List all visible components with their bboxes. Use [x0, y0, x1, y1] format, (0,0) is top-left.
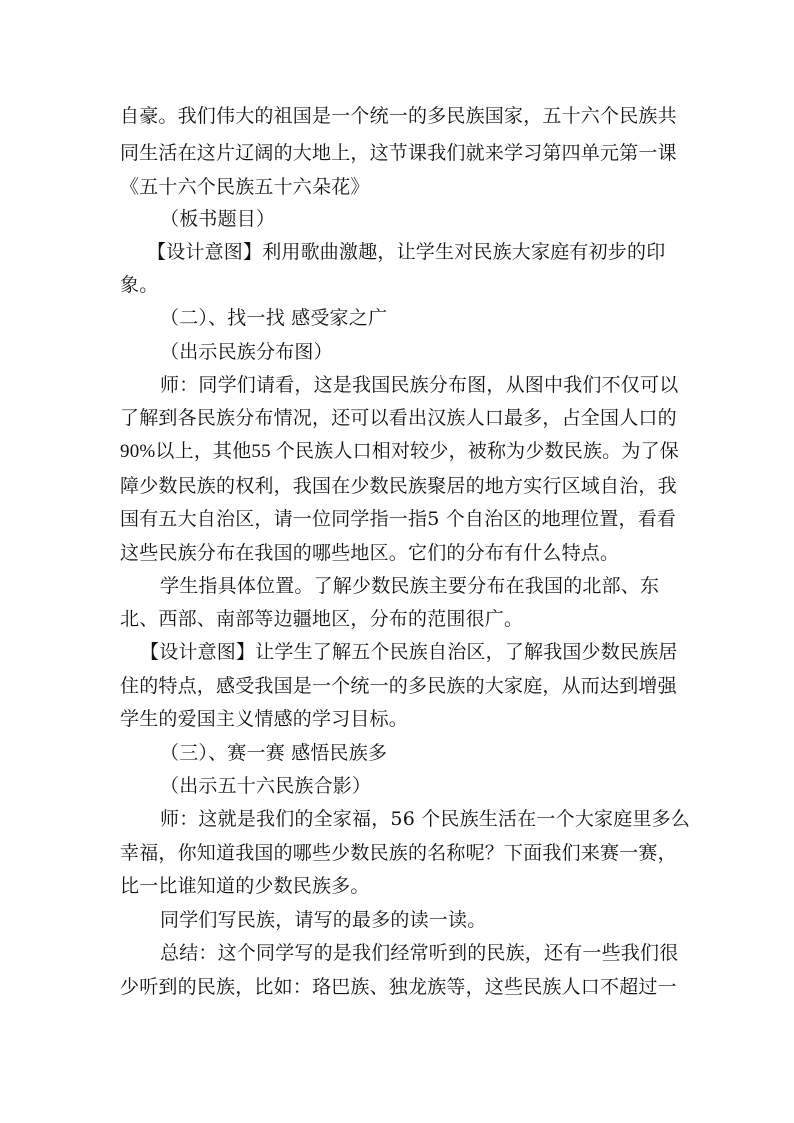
- text-line: 障少数民族的权利，我国在少数民族聚居的地方实行区域自治，我: [120, 475, 677, 497]
- text-line: 师：同学们请看，这是我国民族分布图，从图中我们不仅可以: [160, 374, 679, 396]
- text-line: 同生活在这片辽阔的大地上，这节课我们就来学习第四单元第一课: [120, 142, 677, 164]
- text-line: （出示五十六民族合影）: [160, 775, 372, 797]
- text-line: 《五十六个民族五十六朵花》: [120, 176, 370, 198]
- text-line: 同学们写民族，请写的最多的读一读。: [160, 909, 487, 931]
- text-line: 象。: [120, 274, 159, 296]
- design-intent-line: 【设计意图】利用歌曲激趣，让学生对民族大家庭有初步的印: [147, 241, 666, 263]
- text-line: 师：这就是我们的全家福，56 个民族生活在一个大家庭里多么: [160, 808, 691, 830]
- text-line: 这些民族分布在我国的哪些地区。它们的分布有什么特点。: [120, 542, 620, 564]
- text-line: 北、西部、南部等边疆地区，分布的范围很广。: [120, 608, 524, 630]
- text-line: 90%以上，其他55 个民族人口相对较少，被称为少数民族。为了保: [120, 441, 679, 462]
- text-line: 总结：这个同学写的是我们经常听到的民族，还有一些我们很: [160, 942, 679, 964]
- text-line: 比一比谁知道的少数民族多。: [120, 875, 370, 897]
- text-line: 少听到的民族，比如：珞巴族、独龙族等，这些民族人口不超过一: [120, 976, 677, 998]
- text-line: 国有五大自治区，请一位同学指一指5 个自治区的地理位置，看看: [120, 508, 677, 530]
- text-line: 学生的爱国主义情感的学习目标。: [120, 708, 409, 730]
- section-heading: （二）、找一找 感受家之广: [160, 307, 388, 329]
- section-heading: （三）、赛一赛 感悟民族多: [160, 742, 388, 764]
- design-intent-line: 【设计意图】让学生了解五个民族自治区，了解我国少数民族居: [140, 641, 678, 663]
- text-line: 幸福，你知道我国的哪些少数民族的名称呢？下面我们来赛一赛，: [120, 842, 677, 864]
- text-line: 学生指具体位置。了解少数民族主要分布在我国的北部、东: [160, 575, 660, 597]
- text-line: （出示民族分布图）: [160, 341, 333, 363]
- text-line: 住的特点，感受我国是一个统一的多民族的大家庭，从而达到增强: [120, 675, 677, 697]
- text-line: 自豪。我们伟大的祖国是一个统一的多民族国家，五十六个民族共: [120, 105, 677, 127]
- text-line: 了解到各民族分布情况，还可以看出汉族人口最多，占全国人口的: [120, 407, 677, 429]
- text-line: （板书题目）: [160, 208, 276, 230]
